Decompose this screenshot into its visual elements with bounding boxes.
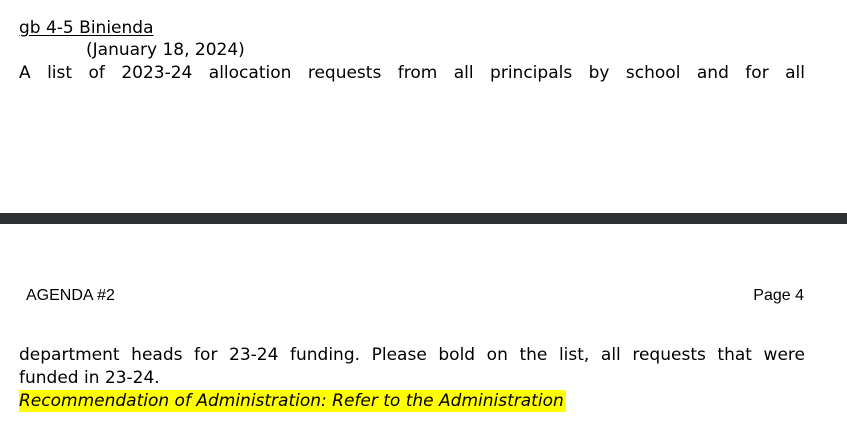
item-text-line-3: funded in 23-24. xyxy=(19,368,160,388)
item-text-line-1: A list of 2023-24 allocation requests from all principals by school and for all xyxy=(19,63,805,83)
page-number: Page 4 xyxy=(753,287,804,304)
page-break-divider xyxy=(0,213,847,224)
item-date: (January 18, 2024) xyxy=(86,40,245,60)
recommendation-highlight: Recommendation of Administration: Refer to the Administration xyxy=(19,391,564,411)
agenda-label: AGENDA #2 xyxy=(26,287,115,304)
item-text-line-2: department heads for 23-24 funding. Please bold on the list, all requests that were xyxy=(19,345,805,365)
item-header: gb 4-5 Binienda xyxy=(19,18,154,38)
